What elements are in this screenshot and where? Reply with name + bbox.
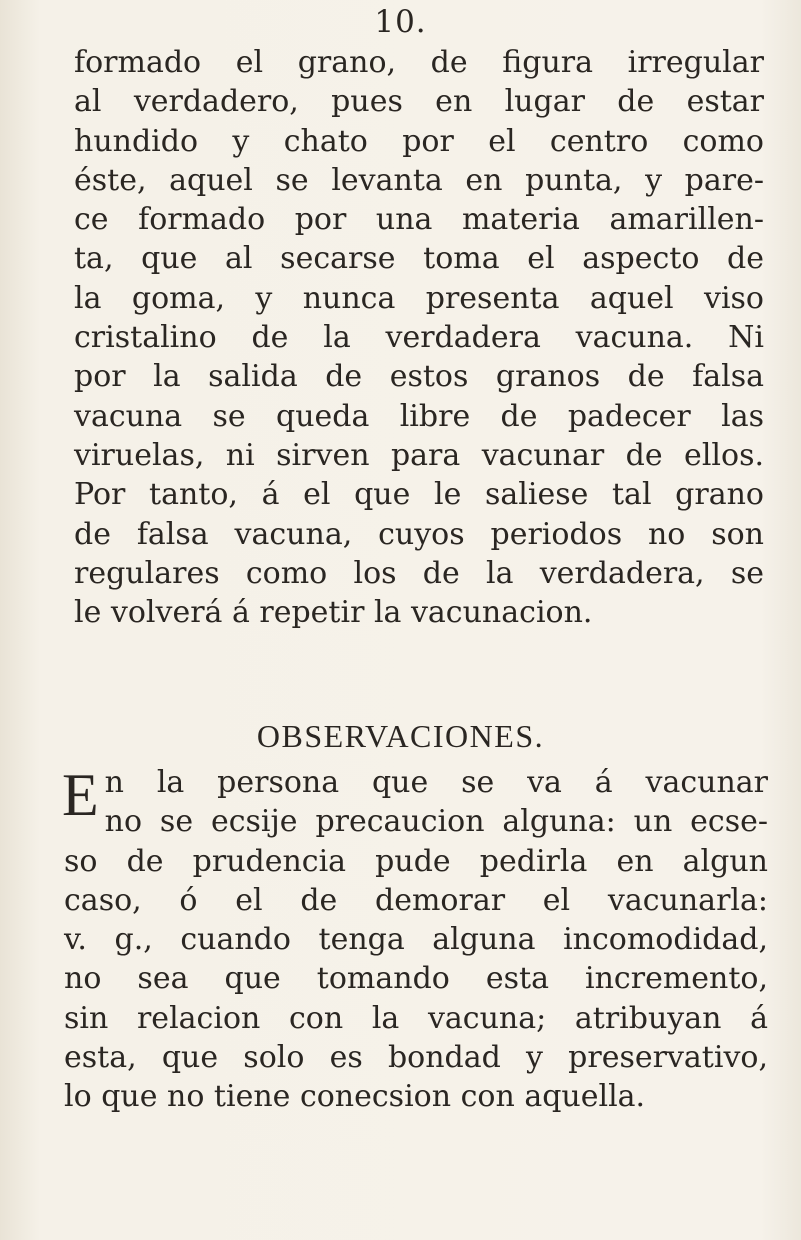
text-line: cristalino de la verdadera vacuna. Ni [74, 320, 764, 356]
text-line: no se ecsije precaucion alguna: un ecse- [104, 804, 768, 840]
text-line: vacuna se queda libre de padecer las [74, 398, 764, 434]
page-number: 10. [374, 4, 427, 40]
text-line: regulares como los de la verdadera, se [74, 555, 764, 591]
text-line: la goma, y nunca presenta aquel viso [74, 280, 764, 316]
text-line: v. g., cuando tenga alguna incomodidad, [64, 922, 768, 958]
paragraph-vacuna-falsa [74, 43, 764, 632]
drop-cap: E [62, 762, 99, 828]
paragraph-observaciones [64, 763, 768, 1117]
text-line: ce formado por una materia amarillen- [74, 202, 764, 238]
text-line: viruelas, ni sirven para vacunar de ellos. [74, 437, 764, 473]
text-line: lo que no tiene conecsion con aquella. [64, 1079, 646, 1115]
text-line: hundido y chato por el centro como [74, 123, 764, 159]
text-line: no sea que tomando esta incremento, [64, 961, 768, 997]
text-line: sin relacion con la vacuna; atribuyan á [64, 1000, 768, 1036]
text-line: formado el grano, de figura irregular [74, 45, 764, 80]
text-line: caso, ó el de demorar el vacunarla: [64, 882, 768, 918]
text-line: esta, que solo es bondad y preservativo, [64, 1040, 768, 1076]
text-line: éste, aquel se levanta en punta, y pare- [74, 162, 764, 198]
text-line: de falsa vacuna, cuyos periodos no son [74, 516, 764, 552]
text-line: ta, que al secarse toma el aspecto de [74, 241, 764, 277]
text-line: n la persona que se va á vacunar [104, 765, 768, 800]
text-line: por la salida de estos granos de falsa [74, 359, 764, 395]
text-line: le volverá á repetir la vacunacion. [74, 595, 593, 631]
text-line: al verdadero, pues en lugar de estar [74, 84, 764, 120]
text-line: Por tanto, á el que le saliese tal grano [74, 477, 764, 513]
text-line: so de prudencia pude pedirla en algun [64, 843, 768, 879]
section-heading: OBSERVACIONES. [256, 718, 545, 754]
